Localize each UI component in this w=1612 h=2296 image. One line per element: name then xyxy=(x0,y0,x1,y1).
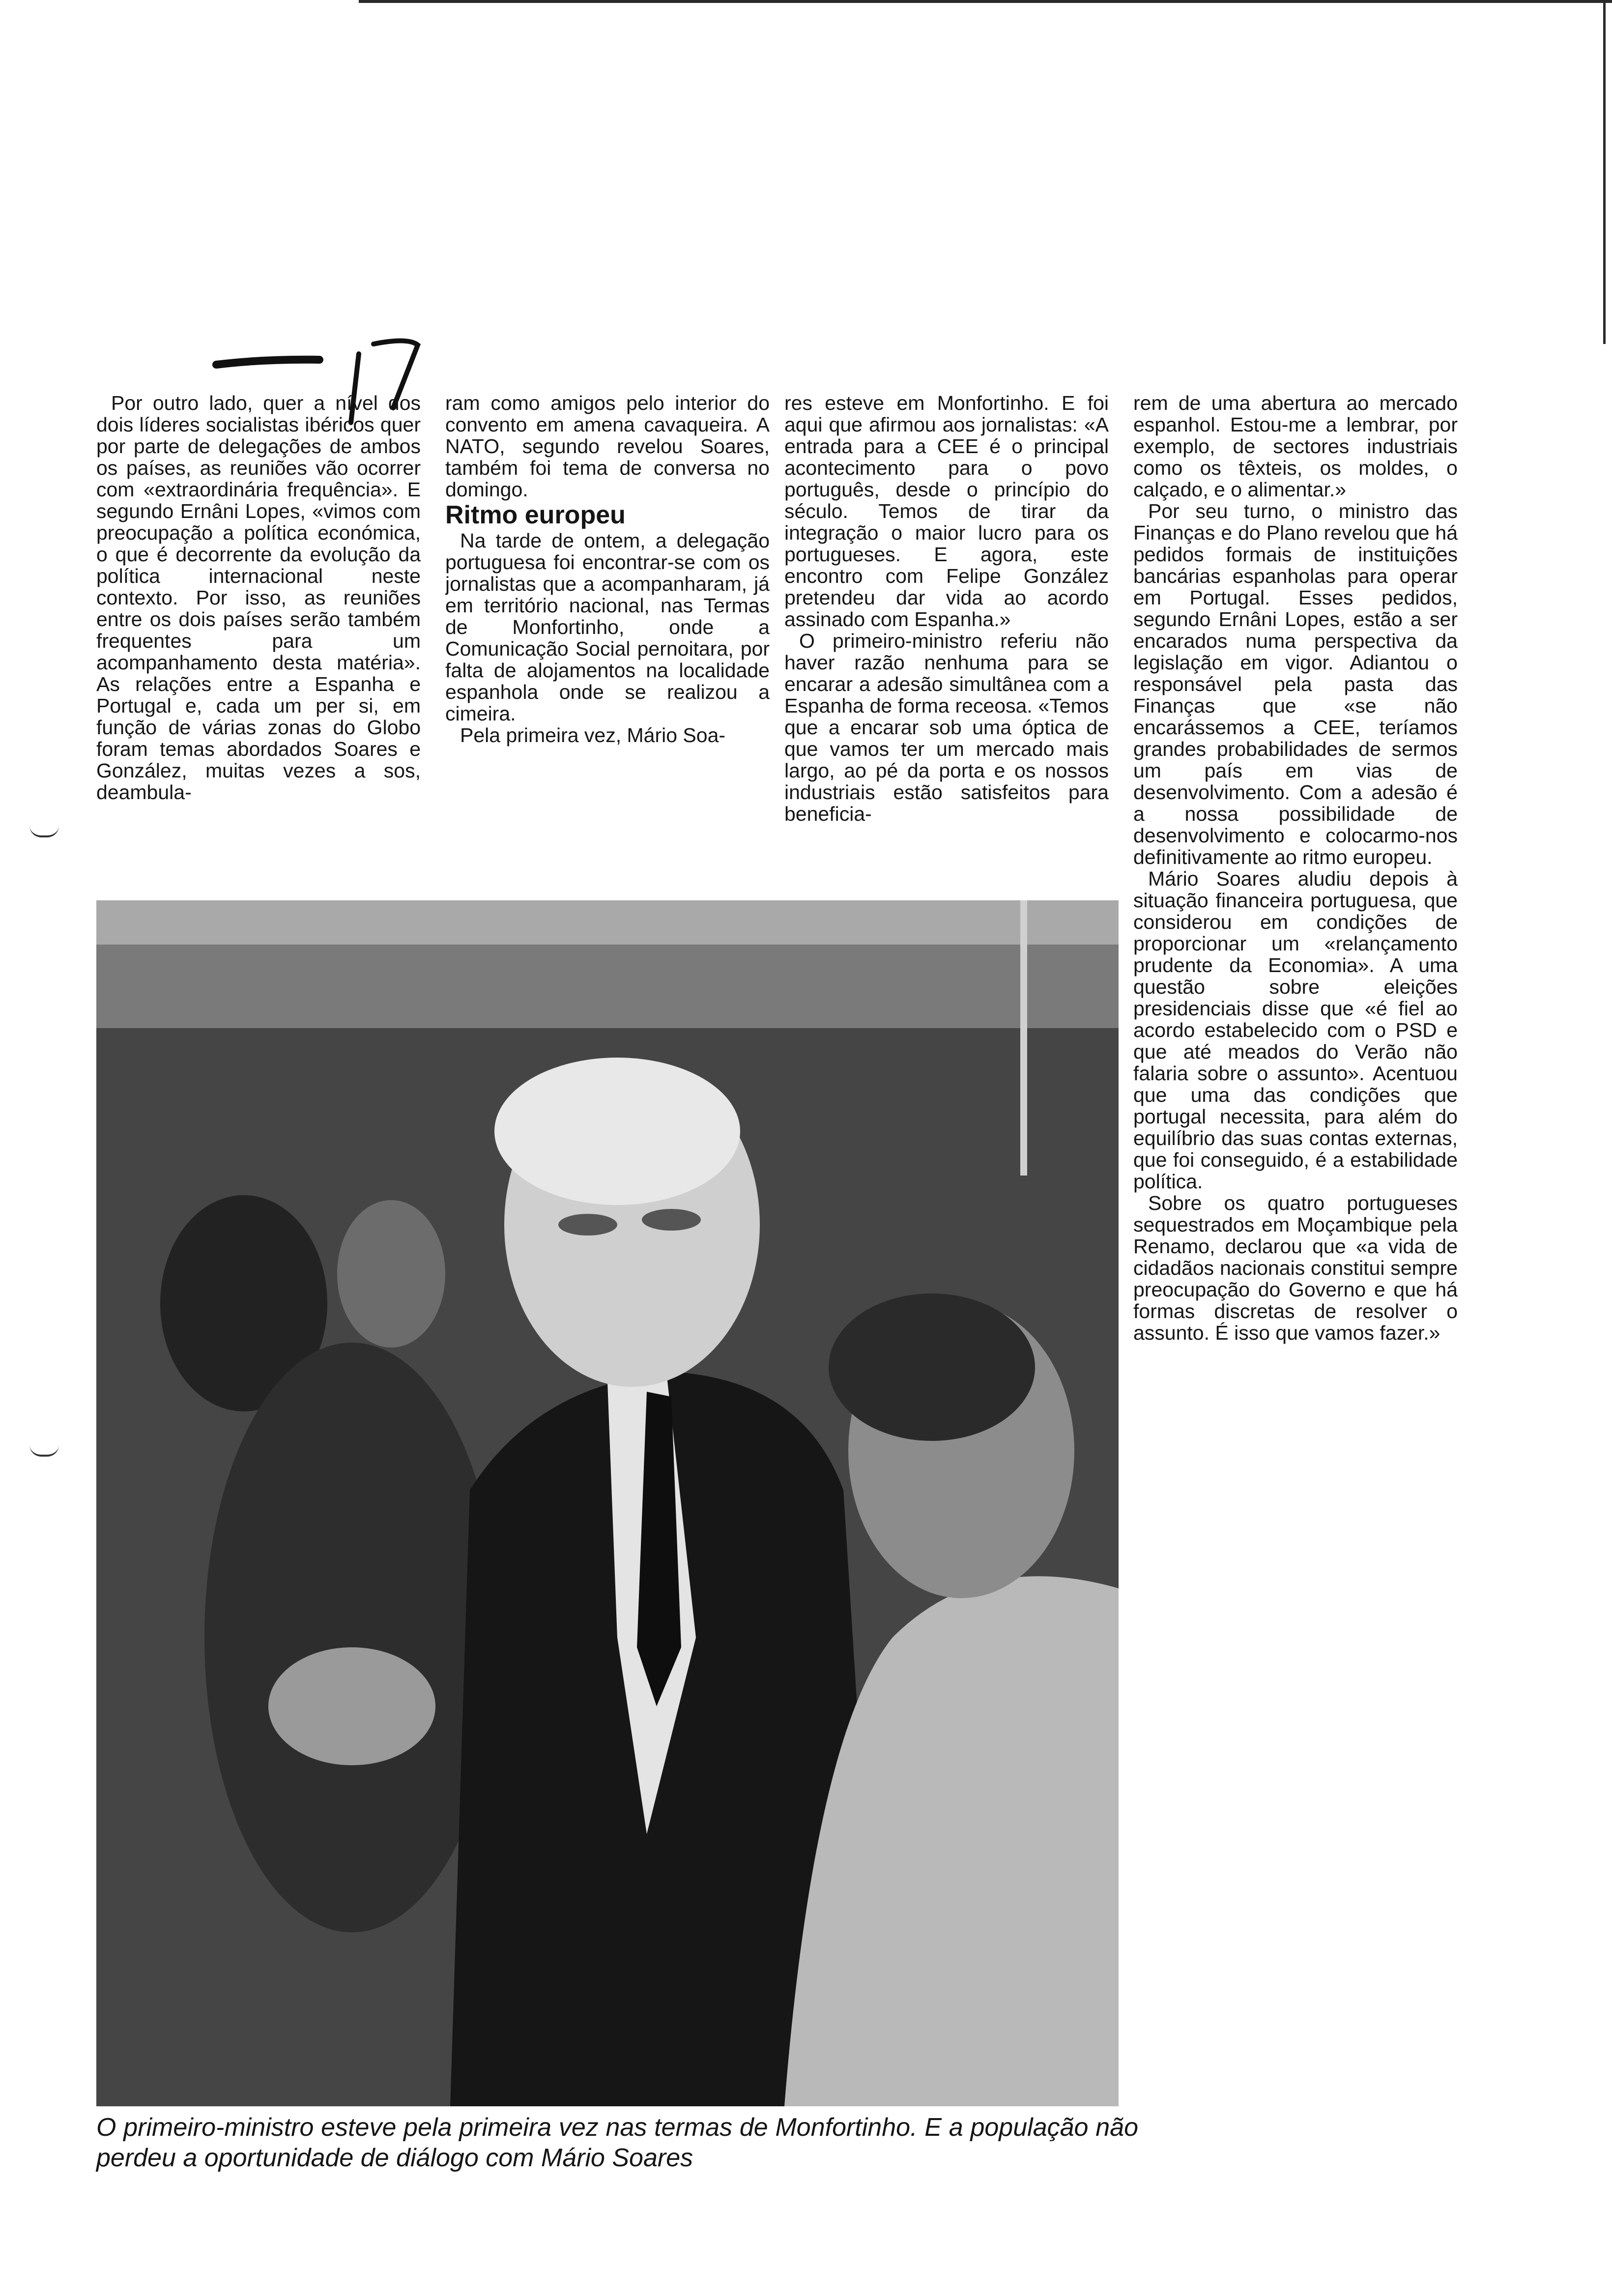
binding-mark xyxy=(29,826,59,837)
paragraph: Por seu turno, o ministro das Finanças e do Plano revelou que há pedidos formais de instituições bancárias espanholas para operar em Portugal. Esses pedidos, segundo Ernâni Lopes, estão a ser encarados numa perspectiva da legislação em vigor. Adiantou o responsável pela pasta das Finanças que «se não encarássemos a CEE, teríamos grandes probabilidades de sermos um país em vias de desenvolvimento. Com a adesão é a nossa possibilidade de desenvolvimento e colocarmo-nos definitivamente ao ritmo europeu. xyxy=(1133,500,1458,868)
paragraph: Por outro lado, quer a nível dos dois líderes socialistas ibéricos quer por parte de delegações de ambos os países, as reuniões vão ocorrer com «extraordinária frequência». E segundo Ernâni Lopes, «vimos com preocupação a política económica, o que é decorrente da evolução da política internacional neste contexto. Por isso, as reuniões entre os dois países serão também frequentes para um acompanhamento desta matéria». As relações entre a Espanha e Portugal e, cada um per si, em função de várias zonas do Globo foram temas abordados Soares e González, muitas vezes a sos, deambula- xyxy=(96,392,421,804)
paragraph: Mário Soares aludiu depois à situação financeira portuguesa, que considerou em condições de proporcionar um «relançamento prudente da Economia». A uma questão sobre eleições presidenciais disse que «é fiel ao acordo estabelecido com o PSD e que até meados do Verão não falaria sobre o assunto». Acentuou que uma das condições que portugal necessita, para além do equilíbrio das suas contas externas, que foi conseguido, é a estabilidade política. xyxy=(1133,867,1458,1193)
section-subheading: Ritmo europeu xyxy=(445,501,626,529)
photo-caption: O primeiro-ministro esteve pela primeira vez nas termas de Monfortinho. E a população não perdeu a oportunidade de diálogo com Mário Soares xyxy=(96,2113,1138,2172)
paragraph: Pela primeira vez, Mário Soa- xyxy=(460,724,726,746)
top-border-rule xyxy=(359,0,1612,3)
article-column-2 xyxy=(445,392,770,854)
photo-illustration xyxy=(96,900,1119,2106)
paragraph: rem de uma abertura ao mercado espanhol. Estou-me a lembrar, por exemplo, de sectores industriais como os têxteis, os moldes, o calçado, e o alimentar.» xyxy=(1133,392,1458,501)
news-photo xyxy=(96,900,1119,2106)
paragraph: O primeiro-ministro referiu não haver razão nenhuma para se encarar a adesão simultânea com a Espanha de forma receosa. «Temos que a encarar sob uma óptica de que vamos ter um mercado mais largo, ao pé da porta e os nossos industriais estão satisfeitos para beneficia- xyxy=(784,630,1109,825)
binding-mark xyxy=(29,1445,59,1457)
paragraph: ram como amigos pelo interior do convento em amena cavaqueira. A NATO, segundo revelou Soares, também foi tema de conversa no domingo. xyxy=(445,392,770,501)
right-border-rule xyxy=(1603,0,1606,344)
paragraph: Na tarde de ontem, a delegação portuguesa foi encontrar-se com os jornalistas que a acompanharam, já em território nacional, nas Termas de Monfortinho, onde a Comunicação Social pernoitara, por falta de alojamentos na localidade espanhola onde se realizou a cimeira. xyxy=(445,529,770,725)
article-column-3 xyxy=(784,392,1109,854)
article-column-1 xyxy=(96,392,421,854)
paragraph: res esteve em Monfortinho. E foi aqui que afirmou aos jornalistas: «A entrada para a CEE é o principal acontecimento para o povo português, desde o princípio do século. Temos de tirar da integração o maior lucro para os portugueses. E agora, este encontro com Felipe González pretendeu dar vida ao acordo assinado com Espanha.» xyxy=(784,392,1109,631)
paragraph: Sobre os quatro portugueses sequestrados em Moçambique pela Renamo, declarou que «a vida de cidadãos nacionais constitui sempre preocupação do Governo e que há formas discretas de resolver o assunto. É isso que vamos fazer.» xyxy=(1133,1192,1458,1344)
article-column-4 xyxy=(1133,392,1458,1504)
